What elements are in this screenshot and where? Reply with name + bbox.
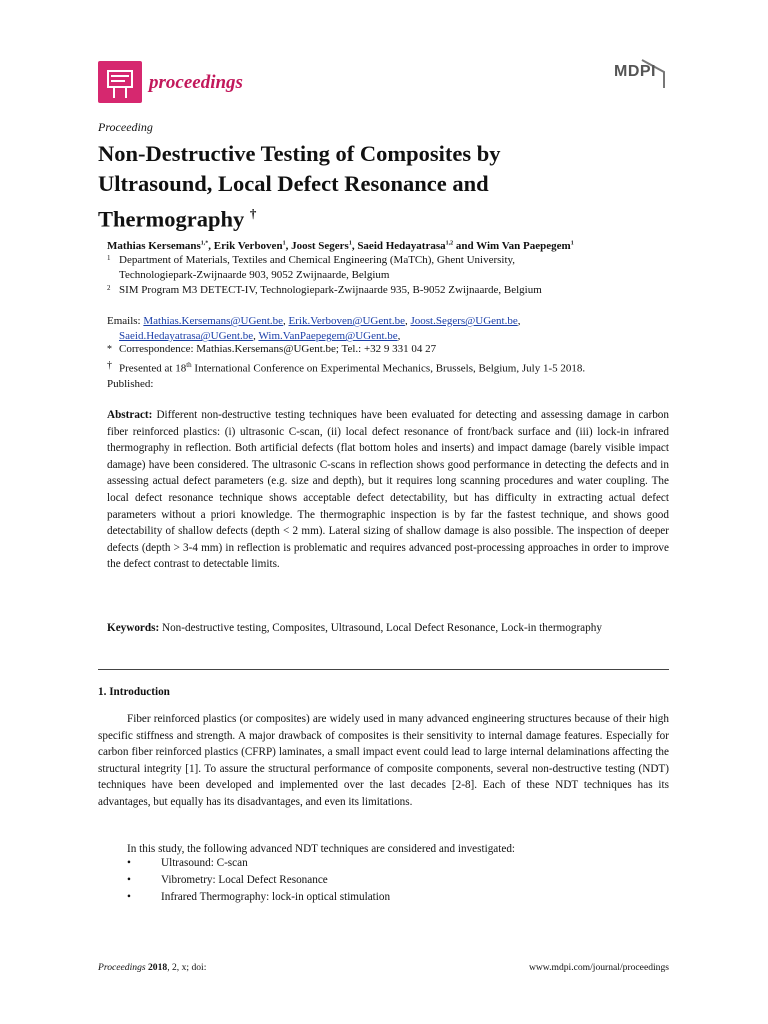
- footer-citation: Proceedings 2018, 2, x; doi:: [98, 962, 207, 973]
- author-list: Mathias Kersemans$^{1,*}$, Erik Verboven$^1$, Joost Segers$^1$, Saeid Hedayatrasa$^{1,2}$ and Wim Van Paepegem$^1$: [107, 240, 574, 252]
- email-link[interactable]: Mathias.Kersemans@UGent.be: [143, 315, 284, 327]
- footer-url[interactable]: www.mdpi.com/journal/proceedings: [528, 962, 669, 973]
- section-heading: 1. Introduction: [98, 686, 170, 698]
- keywords: Keywords: Non-destructive testing, Composites, Ultrasound, Local Defect Resonance, Lock-in thermography: [107, 622, 602, 634]
- journal-logo: [98, 61, 142, 103]
- divider: [98, 669, 669, 670]
- email-link[interactable]: Saeid.Hedayatrasa@UGent.be: [119, 330, 254, 342]
- article-type: Proceeding: [98, 120, 153, 134]
- abstract: Abstract: Different non-destructive testing techniques have been evaluated for detecting and assessing damage in carbon fiber reinforced plastics: (i) ultrasonic C-scan, (ii) local defect resonance of front/back surface and (iii) lock-in infrared thermography in reflection. Both artificial defects (flat bottom holes and inserts) and impact damage (barely visible impact damage) have been considered. The ultrasonic C-scans in reflection shows good performance in detecting the defects and in assessing actual defect parameters (e.g. size and depth), but it requires long scanning procedures and water coupling. The local defect resonance technique shows acceptable defect detectability, but has difficulty in extracting actual defect parameters without a priori knowledge. The thermographic inspection is by far the fastest technique, and shows good detectability of shallow defects (depth < 2 mm). Lateral sizing of shallow damage is also possible. The inspection of deeper defects (depth > 3-4 mm) in reflection is problematic and requires advanced post-processing approaches in order to improve the defect contrast to detectable limits.: [107, 409, 669, 571]
- email-link[interactable]: Joost.Segers@UGent.be: [410, 315, 518, 327]
- author-emails: Emails: Mathias.Kersemans@UGent.be, Erik.Verboven@UGent.be, Joost.Segers@UGent.be, Saeid.Hedayatrasa@UGent.be, Wim.VanPaepegem@UGent.be,: [107, 315, 521, 342]
- email-link[interactable]: Erik.Verboven@UGent.be: [288, 315, 405, 327]
- published-label: Published:: [107, 378, 154, 390]
- publisher-logo: MDPI: [614, 63, 656, 80]
- article-title: Non-Destructive Testing of Composites by Ultrasound, Local Defect Resonance and Thermography †: [98, 141, 501, 232]
- journal-name: proceedings: [149, 72, 243, 93]
- intro-paragraph-1: Fiber reinforced plastics (or composites) are widely used in many advanced engineering structures because of their high specific stiffness and strength. A major drawback of composites is their sensitivity to internal damage features. Especially for carbon fiber reinforced plastics (CFRP) laminates, a small impact event could lead to large internal delaminations affecting the structural integrity [1]. To assure the structural performance of composite components, several non-destructive testing (NDT) techniques have been developed and implemented over the last decades [2-8]. Each of these NDT techniques has its advantages, but equally has its disadvantages, and even its limitations.: [98, 713, 669, 808]
- intro-paragraph-2: In this study, the following advanced NDT techniques are considered and investigated:: [127, 843, 516, 855]
- email-link[interactable]: Wim.VanPaepegem@UGent.be: [258, 330, 398, 342]
